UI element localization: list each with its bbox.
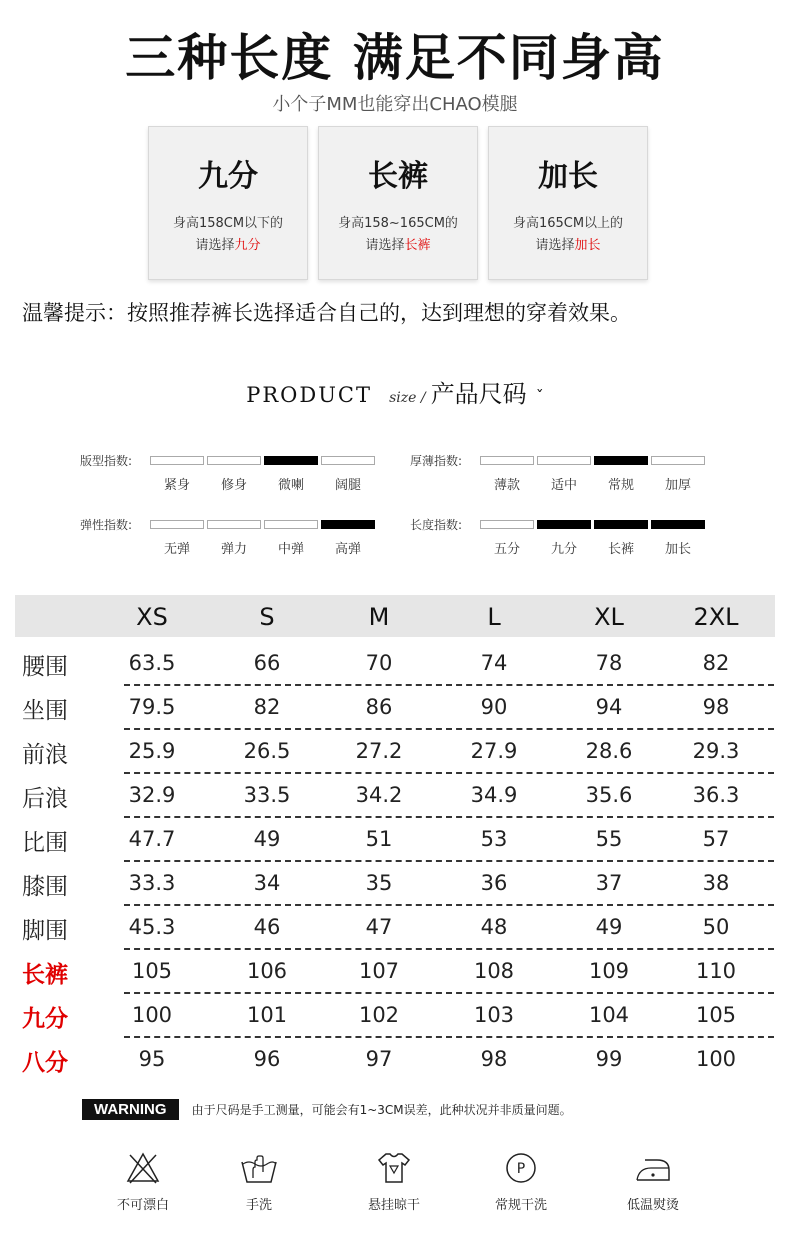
index-option: 常规 (607, 478, 634, 493)
index-bar (321, 456, 375, 465)
row-label: 膝围 (22, 874, 68, 900)
care-dry-clean (466, 1150, 576, 1213)
table-row (0, 642, 790, 686)
table-cell: 26.5 (243, 739, 291, 763)
table-cell: 90 (480, 695, 508, 719)
product-heading-size: size / (389, 390, 426, 406)
row-label: 坐围 (22, 698, 68, 724)
table-cell: 82 (253, 695, 281, 719)
size-column-header: 2XL (693, 603, 739, 631)
length-card-line1: 身高165CM以上的 (512, 216, 624, 231)
length-card-highlight: 加长 (574, 238, 601, 253)
table-cell: 45.3 (128, 915, 176, 939)
length-card-desc (319, 213, 477, 257)
length-card-line1: 身高158CM以下的 (172, 216, 284, 231)
table-cell: 55 (595, 827, 623, 851)
table-cell: 50 (702, 915, 730, 939)
length-card-prefix: 请选择 (365, 238, 405, 253)
care-label: 低温熨烫 (626, 1198, 679, 1213)
table-cell: 29.3 (692, 739, 740, 763)
hand-wash-icon (239, 1150, 279, 1186)
table-cell: 104 (588, 1003, 630, 1027)
index-label: 弹性指数: (80, 518, 133, 532)
table-row (0, 862, 790, 906)
index-option: 加厚 (664, 478, 691, 493)
length-card-prefix: 请选择 (535, 238, 575, 253)
size-column-header: S (259, 603, 275, 631)
length-card-desc (149, 213, 307, 257)
index-bar (537, 456, 591, 465)
table-cell: 97 (365, 1047, 393, 1071)
table-cell: 51 (365, 827, 393, 851)
table-cell: 63.5 (128, 651, 176, 675)
table-cell: 74 (480, 651, 508, 675)
care-no-bleach (88, 1150, 198, 1213)
table-cell: 99 (595, 1047, 623, 1071)
row-label: 前浪 (22, 742, 68, 768)
low-iron-icon (631, 1150, 675, 1186)
length-card-desc (489, 213, 647, 257)
table-cell: 49 (253, 827, 281, 851)
row-label: 八分 (22, 1050, 68, 1076)
table-cell: 94 (595, 695, 623, 719)
size-table-header (15, 595, 775, 637)
table-cell: 103 (473, 1003, 515, 1027)
product-heading-cn: 产品尺码 (430, 380, 527, 408)
no-bleach-icon (125, 1150, 161, 1186)
table-row (0, 730, 790, 774)
dry-clean-icon (503, 1150, 539, 1186)
index-bar (150, 520, 204, 529)
table-cell: 70 (365, 651, 393, 675)
warning-badge: WARNING (82, 1099, 179, 1120)
index-option: 五分 (493, 542, 520, 557)
length-card-line1: 身高158~165CM的 (338, 216, 458, 231)
table-cell: 37 (595, 871, 623, 895)
length-card-prefix: 请选择 (195, 238, 235, 253)
table-row (0, 906, 790, 950)
row-label: 比围 (22, 830, 68, 856)
length-card-changku (318, 126, 478, 280)
hang-dry-icon (374, 1150, 414, 1186)
table-cell: 105 (131, 959, 173, 983)
table-cell: 27.2 (355, 739, 403, 763)
table-cell: 46 (253, 915, 281, 939)
care-hang-dry (339, 1150, 449, 1213)
table-row (0, 994, 790, 1038)
index-bar (537, 520, 591, 529)
table-cell: 47.7 (128, 827, 176, 851)
table-cell: 78 (595, 651, 623, 675)
table-cell: 48 (480, 915, 508, 939)
table-row (0, 818, 790, 862)
table-row (0, 686, 790, 730)
table-cell: 57 (702, 827, 730, 851)
table-cell: 53 (480, 827, 508, 851)
table-cell: 107 (358, 959, 400, 983)
care-label: 手洗 (245, 1198, 272, 1213)
care-low-iron (598, 1150, 708, 1213)
size-column-header: XL (594, 603, 624, 631)
table-cell: 34.2 (355, 783, 403, 807)
table-cell: 25.9 (128, 739, 176, 763)
row-label: 后浪 (22, 786, 68, 812)
length-card-name: 加长 (538, 159, 598, 194)
length-card-name: 九分 (198, 159, 258, 194)
table-cell: 106 (246, 959, 288, 983)
length-card-jiufen (148, 126, 308, 280)
index-option: 长裤 (607, 542, 634, 557)
table-cell: 34 (253, 871, 281, 895)
row-label: 长裤 (22, 962, 68, 988)
table-cell: 33.3 (128, 871, 176, 895)
length-card-line2 (319, 235, 477, 257)
table-cell: 33.5 (243, 783, 291, 807)
table-cell: 34.9 (470, 783, 518, 807)
table-cell: 66 (253, 651, 281, 675)
index-bar (651, 456, 705, 465)
table-row (0, 950, 790, 994)
length-card-line2 (149, 235, 307, 257)
table-cell: 27.9 (470, 739, 518, 763)
table-cell: 105 (695, 1003, 737, 1027)
warning-note (82, 1099, 572, 1120)
index-option: 弹力 (220, 542, 247, 557)
index-bar (150, 456, 204, 465)
index-option: 阔腿 (334, 478, 361, 493)
table-cell: 101 (246, 1003, 288, 1027)
index-label: 版型指数: (80, 454, 133, 468)
size-column-header: XS (136, 603, 168, 631)
index-option: 中弹 (277, 542, 304, 557)
table-cell: 95 (138, 1047, 166, 1071)
tip-text: 温馨提示：按照推荐裤长选择适合自己的，达到理想的穿着效果。 (22, 301, 631, 325)
table-cell: 100 (131, 1003, 173, 1027)
table-row (0, 1038, 790, 1082)
index-option: 紧身 (163, 478, 190, 493)
index-label: 长度指数: (410, 518, 463, 532)
table-cell: 102 (358, 1003, 400, 1027)
care-label: 悬挂晾干 (367, 1198, 420, 1213)
table-cell: 36.3 (692, 783, 740, 807)
table-cell: 98 (702, 695, 730, 719)
index-bar (480, 456, 534, 465)
table-cell: 96 (253, 1047, 281, 1071)
table-cell: 110 (695, 959, 737, 983)
table-row (0, 774, 790, 818)
table-cell: 86 (365, 695, 393, 719)
row-label: 九分 (22, 1006, 68, 1032)
table-cell: 98 (480, 1047, 508, 1071)
care-label: 不可漂白 (116, 1198, 169, 1213)
length-card-name: 长裤 (368, 159, 428, 194)
svg-text:P: P (516, 1161, 526, 1177)
table-cell: 100 (695, 1047, 737, 1071)
index-option: 高弹 (334, 542, 361, 557)
index-bar (321, 520, 375, 529)
care-hand-wash (204, 1150, 314, 1213)
table-cell: 109 (588, 959, 630, 983)
index-option: 无弹 (163, 542, 190, 557)
index-option: 微喇 (277, 478, 304, 493)
table-cell: 49 (595, 915, 623, 939)
index-bar (594, 520, 648, 529)
care-label: 常规干洗 (494, 1198, 547, 1213)
size-column-header: L (487, 603, 501, 631)
index-bar (207, 456, 261, 465)
table-cell: 32.9 (128, 783, 176, 807)
product-heading-en: PRODUCT (246, 383, 372, 407)
warning-text: 由于尺码是手工测量，可能会有1~3CM误差，此种状况并非质量问题。 (191, 1103, 572, 1117)
index-option: 薄款 (493, 478, 520, 493)
size-column-header: M (368, 603, 390, 631)
length-card-highlight: 九分 (234, 238, 261, 253)
index-bar (264, 520, 318, 529)
index-option: 修身 (220, 478, 247, 493)
index-option: 加长 (664, 542, 691, 557)
page-title: 三种长度 满足不同身高 (125, 29, 665, 87)
index-bar (651, 520, 705, 529)
page-subtitle: 小个子MM也能穿出CHAO模腿 (272, 94, 518, 115)
row-label: 腰围 (22, 654, 68, 680)
table-cell: 36 (480, 871, 508, 895)
index-bar (594, 456, 648, 465)
table-cell: 47 (365, 915, 393, 939)
length-card-line2 (489, 235, 647, 257)
table-cell: 28.6 (585, 739, 633, 763)
table-cell: 82 (702, 651, 730, 675)
index-option: 九分 (550, 542, 577, 557)
index-bar (480, 520, 534, 529)
table-cell: 79.5 (128, 695, 176, 719)
product-size-heading (0, 374, 790, 409)
table-cell: 38 (702, 871, 730, 895)
index-option: 适中 (550, 478, 577, 493)
length-card-highlight: 长裤 (404, 238, 431, 253)
length-card-jiachang (488, 126, 648, 280)
index-bar (264, 456, 318, 465)
table-cell: 108 (473, 959, 515, 983)
table-cell: 35 (365, 871, 393, 895)
row-label: 脚围 (22, 918, 68, 944)
index-label: 厚薄指数: (410, 454, 463, 468)
index-bar (207, 520, 261, 529)
table-cell: 35.6 (585, 783, 633, 807)
chevron-down-icon: ˇ (535, 387, 544, 406)
